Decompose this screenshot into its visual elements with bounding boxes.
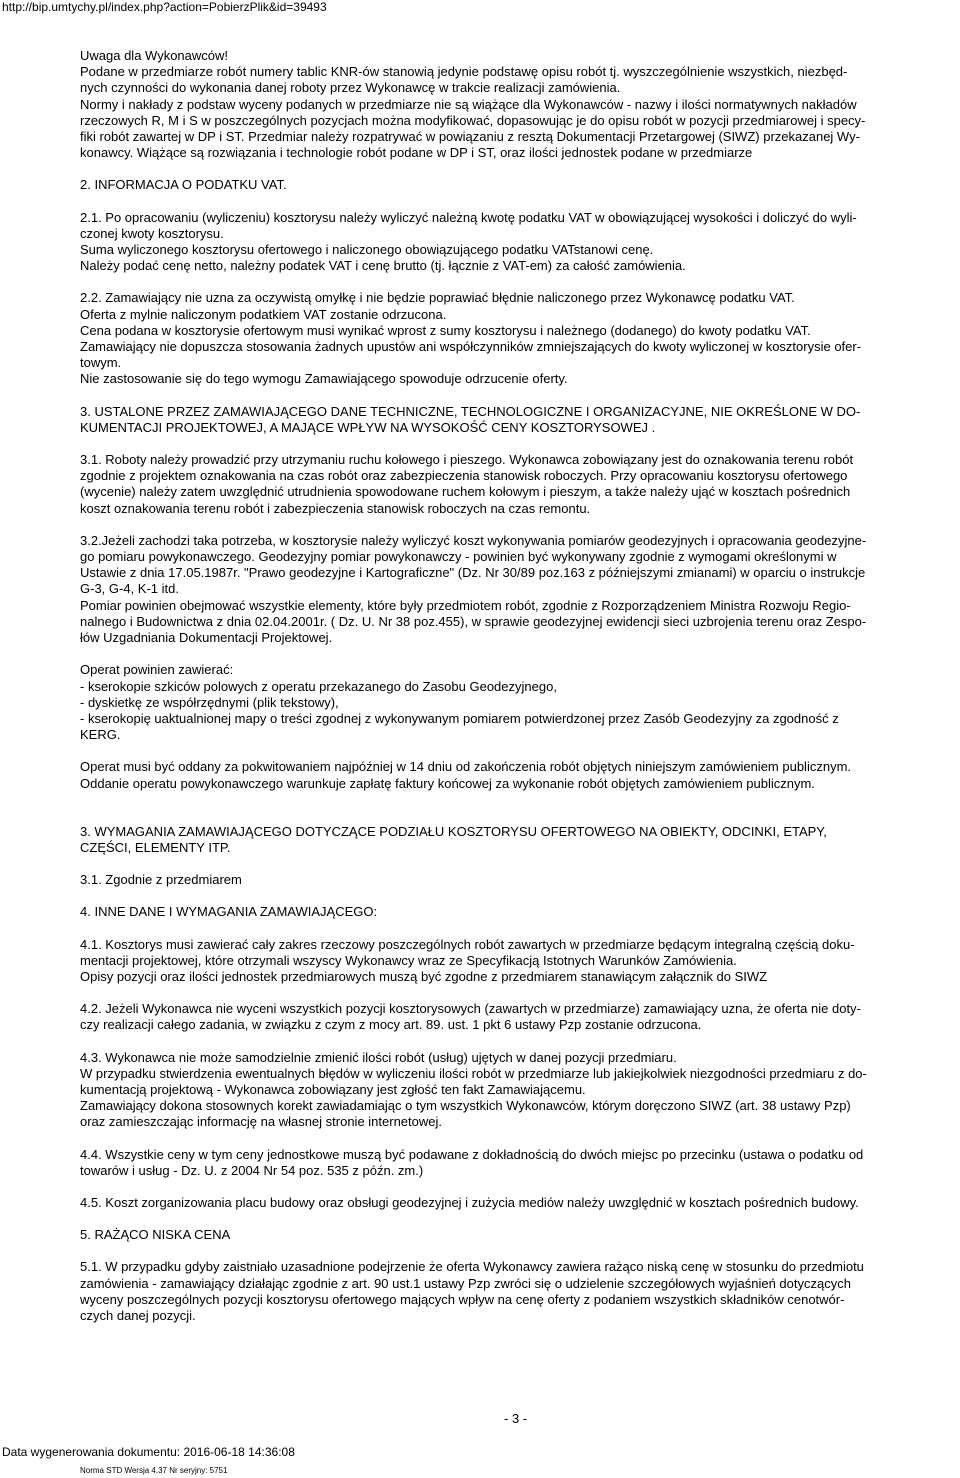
paragraph-gap bbox=[80, 921, 960, 937]
text-line: 4. INNE DANE I WYMAGANIA ZAMAWIAJĄCEGO: bbox=[80, 904, 378, 920]
text-line: 4.3. Wykonawca nie może samodzielnie zmienić ilości robót (usług) ujętych w danej pozycji przedmiaru. bbox=[80, 1049, 677, 1065]
paragraph bbox=[80, 1195, 960, 1211]
paragraph bbox=[80, 1147, 960, 1179]
paragraph-gap bbox=[80, 161, 960, 177]
paragraph bbox=[80, 404, 960, 436]
text-line: CZĘŚCI, ELEMENTY ITP. bbox=[80, 839, 231, 855]
text-line: Uwaga dla Wykonawców! bbox=[80, 48, 229, 63]
text-line: Pomiar powinien obejmować wszystkie elementy, które były przedmiotem robót, zgodnie z Rozporządzeniem Ministra Rozwoju Regio- bbox=[80, 597, 851, 613]
paragraph bbox=[80, 1227, 960, 1243]
paragraph bbox=[80, 452, 960, 517]
paragraph bbox=[80, 759, 960, 791]
text-line: Oferta z mylnie naliczonym podatkiem VAT zostanie odrzucona. bbox=[80, 306, 447, 322]
page-number: - 3 - bbox=[504, 1411, 528, 1426]
paragraph bbox=[80, 824, 960, 856]
text-line: zgodnie z projektem oznakowania na czas robót oraz zabezpieczenia stanowisk roboczych. Przy opracowaniu kosztorysu ofertowego bbox=[80, 468, 848, 484]
text-line: wyceny poszczególnych pozycji kosztorysu ofertowego mających wpływ na cenę oferty z podaniem wszystkich składników cenotwór- bbox=[80, 1291, 845, 1307]
text-line: łów Uzgadniania Dokumentacji Projektowej. bbox=[80, 630, 333, 646]
text-line: 4.5. Koszt zorganizowania placu budowy oraz obsługi geodezyjnej i zużycia mediów należy uwzględnić w kosztach pośrednich budowy. bbox=[80, 1194, 859, 1210]
paragraph bbox=[80, 177, 960, 193]
text-line: fiki robót zawartej w DP i ST. Przedmiar należy rozpatrywać w powiązaniu z resztą Dokumentacji Przetargowej (SIWZ) przekazanej Wy- bbox=[80, 129, 860, 145]
paragraph-gap bbox=[80, 1243, 960, 1259]
paragraph-gap bbox=[80, 1131, 960, 1147]
text-line: towym. bbox=[80, 355, 122, 371]
document-body bbox=[80, 48, 960, 1324]
paragraph bbox=[80, 210, 960, 275]
software-version: Norma STD Wersja 4.37 Nr seryjny: 5751 bbox=[80, 1466, 228, 1475]
text-line: Należy podać cenę netto, należny podatek VAT i cenę brutto (tj. łącznie z VAT-em) za całość zamówienia. bbox=[80, 258, 686, 274]
paragraph bbox=[80, 48, 960, 161]
text-line: 3.2.Jeżeli zachodzi taka potrzeba, w kosztorysie należy wyliczyć koszt wykonywania pomiarów geodezyjnych i opracowania geodezyjne- bbox=[80, 532, 867, 548]
paragraph bbox=[80, 290, 960, 387]
text-line: czonej kwoty kosztorysu. bbox=[80, 225, 224, 241]
paragraph bbox=[80, 872, 960, 888]
text-line: kumentacją projektową - Wykonawca zobowiązany jest zgłość ten fakt Zamawiającemu. bbox=[80, 1081, 586, 1097]
text-line: KUMENTACJI PROJEKTOWEJ, A MAJĄCE WPŁYW NA WYSOKOŚĆ CENY KOSZTORYSOWEJ . bbox=[80, 419, 656, 435]
paragraph bbox=[80, 533, 960, 646]
text-line: Oddanie operatu powykonawczego warunkuje zapłatę faktury końcowej za wykonanie robót objętych zamówieniem publicznym. bbox=[80, 775, 815, 791]
paragraph-gap bbox=[80, 517, 960, 533]
paragraph bbox=[80, 662, 960, 743]
paragraph bbox=[80, 904, 960, 920]
text-line: 3. WYMAGANIA ZAMAWIAJĄCEGO DOTYCZĄCE PODZIAŁU KOSZTORYSU OFERTOWEGO NA OBIEKTY, ODCINKI, ETAPY, bbox=[80, 823, 827, 839]
text-line: nalnego i Budownictwa z dnia 02.04.2001r. ( Dz. U. Nr 38 poz.455), w sprawie geodezyjnej ewidencji sieci uzbrojenia terenu oraz Zespo- bbox=[80, 613, 867, 629]
paragraph-gap bbox=[80, 888, 960, 904]
text-line: 2.2. Zamawiający nie uzna za oczywistą omyłkę i nie będzie poprawiać błędnie naliczonego przez Wykonawcę podatku VAT. bbox=[80, 290, 795, 306]
text-line: mentacji projektowej, które otrzymali wszyscy Wykonawcy wraz ze Specyfikacją Istotnych Warunków Zamówienia. bbox=[80, 952, 737, 968]
text-line: 4.1. Kosztorys musi zawierać cały zakres rzeczowy poszczególnych robót zawartych w przedmiarze będącym integralną częścią doku- bbox=[80, 936, 855, 952]
text-line: Podane w przedmiarze robót numery tablic KNR-ów stanowią jedynie podstawę opisu robót tj. wyszczególnienie wszystkich, niezbęd- bbox=[80, 64, 848, 80]
paragraph bbox=[80, 1001, 960, 1033]
paragraph-gap bbox=[80, 274, 960, 290]
text-line: czy realizacji całego zadania, w związku z czym z mocy art. 89. ust. 1 pkt 6 ustawy Pzp zostanie odrzucona. bbox=[80, 1017, 702, 1033]
text-line: 4.4. Wszystkie ceny w tym ceny jednostkowe muszą być podawane z dokładnością do dwóch miejsc po przecinku (ustawa o podatku od bbox=[80, 1146, 864, 1162]
text-line: Cena podana w kosztorysie ofertowym musi wynikać wprost z sumy kosztorysu i należnego (dodanego) do kwoty podatku VAT. bbox=[80, 322, 811, 338]
text-line: Zamawiający nie dopuszcza stosowania żadnych upustów ani współczynników zmniejszających do kwoty wyliczonej w kosztorysie ofer- bbox=[80, 339, 862, 355]
text-line: koszt oznakowania terenu robót i zabezpieczenia stanowisk roboczych na czas remontu. bbox=[80, 500, 591, 516]
text-line: (wycenie) należy zatem uwzględnić utrudnienia spowodowane ruchem kołowym i pieszym, a także należy ująć w kosztach pośrednich bbox=[80, 484, 851, 500]
text-line: rzeczowych R, M i S w poszczególnych pozycjach można modyfikować, dopasowując je do opisu robót w pozycji przedmiarowej i specy- bbox=[80, 112, 866, 128]
text-line: Suma wyliczonego kosztorysu ofertowego i naliczonego obowiązującego podatku VATstanowi cenę. bbox=[80, 242, 654, 258]
paragraph-gap bbox=[80, 743, 960, 759]
paragraph bbox=[80, 1259, 960, 1324]
text-line: towarów i usług - Dz. U. z 2004 Nr 54 poz. 535 z późn. zm.) bbox=[80, 1162, 424, 1178]
text-line: oraz zamieszczając informację na własnej stronie internetowej. bbox=[80, 1114, 442, 1130]
section-spacer bbox=[80, 792, 960, 808]
paragraph-gap bbox=[80, 1034, 960, 1050]
text-line: nych czynności do wykonania danej roboty przez Wykonawcę w trakcie realizacji zamówienia. bbox=[80, 80, 621, 96]
text-line: konawcy. Wiążące są rozwiązania i technologie robót podane w DP i ST, oraz ilości jednostek podane w przedmiarze bbox=[80, 145, 753, 161]
text-line: 5.1. W przypadku gdyby zaistniało uzasadnione podejrzenie że oferta Wykonawcy zawiera rażąco niską cenę w stosunku do przedmiotu bbox=[80, 1259, 864, 1275]
paragraph-gap bbox=[80, 808, 960, 824]
text-line: Nie zastosowanie się do tego wymogu Zamawiającego spowoduje odrzucenie oferty. bbox=[80, 371, 568, 387]
paragraph bbox=[80, 937, 960, 986]
text-line: G-3, G-4, K-1 itd. bbox=[80, 581, 179, 597]
text-line: Operat powinien zawierać: bbox=[80, 662, 234, 678]
text-line: go pomiaru powykonawczego. Geodezyjny pomiar powykonawczy - powinien być wykonywany zgodnie z wymogami określonymi w bbox=[80, 549, 837, 565]
text-line: 3.1. Roboty należy prowadzić przy utrzymaniu ruchu kołowego i pieszego. Wykonawca zobowiązany jest do oznakowania terenu robót bbox=[80, 452, 854, 468]
text-line: Zamawiający dokona stosownych korekt zawiadamiając o tym wszystkich Wykonawców, którym doręczono SIWZ (art. 38 ustawy Pzp) bbox=[80, 1098, 851, 1114]
paragraph-gap bbox=[80, 388, 960, 404]
text-line: - kserokopie szkiców polowych z operatu przekazanego do Zasobu Geodezyjnego, bbox=[80, 678, 557, 694]
paragraph-gap bbox=[80, 436, 960, 452]
page-url: http://bip.umtychy.pl/index.php?action=PobierzPlik&id=39493 bbox=[2, 0, 327, 14]
text-line: 4.2. Jeżeli Wykonawca nie wyceni wszystkich pozycji kosztorysowych (zawartych w przedmiarze) zamawiający uzna, że oferta nie doty- bbox=[80, 1001, 861, 1017]
text-line: 5. RAŻĄCO NISKA CENA bbox=[80, 1227, 231, 1243]
paragraph-gap bbox=[80, 194, 960, 210]
paragraph-gap bbox=[80, 1211, 960, 1227]
paragraph-gap bbox=[80, 646, 960, 662]
paragraph-gap bbox=[80, 1179, 960, 1195]
text-line: - kserokopię uaktualnionej mapy o treści zgodnej z wykonywanym pomiarem potwierdzonej przez Zasób Geodezyjny za zgodność z bbox=[80, 710, 839, 726]
text-line: W przypadku stwierdzenia ewentualnych błędów w wyliczeniu ilości robót w przedmiarze lub jakiejkolwiek niezgodności przedmiaru z do- bbox=[80, 1065, 867, 1081]
text-line: KERG. bbox=[80, 727, 121, 743]
text-line: - dyskietkę ze współrzędnymi (plik tekstowy), bbox=[80, 694, 339, 710]
paragraph-gap bbox=[80, 985, 960, 1001]
text-line: 2. INFORMACJA O PODATKU VAT. bbox=[80, 177, 287, 193]
text-line: 3.1. Zgodnie z przedmiarem bbox=[80, 872, 242, 888]
paragraph bbox=[80, 1050, 960, 1131]
text-line: czych danej pozycji. bbox=[80, 1307, 196, 1323]
text-line: 3. USTALONE PRZEZ ZAMAWIAJĄCEGO DANE TECHNICZNE, TECHNOLOGICZNE I ORGANIZACYJNE, NIE OKREŚLONE W DO- bbox=[80, 403, 861, 419]
text-line: 2.1. Po opracowaniu (wyliczeniu) kosztorysu należy wyliczyć należną kwotę podatku VAT w obowiązującej wysokości i doliczyć do wyli- bbox=[80, 209, 857, 225]
generation-date: Data wygenerowania dokumentu: 2016-06-18 14:36:08 bbox=[2, 1445, 295, 1459]
text-line: zamówienia - zamawiający działając zgodnie z art. 90 ust.1 ustawy Pzp zwróci się o udzielenie szczegółowych wyjaśnień dotyczących bbox=[80, 1275, 851, 1291]
text-line: Ustawie z dnia 17.05.1987r. "Prawo geodezyjne i Kartograficzne" (Dz. Nr 30/89 poz.163 z późniejszymi zmianami) w oparciu o instrukcje bbox=[80, 565, 866, 581]
text-line: Opisy pozycji oraz ilości jednostek przedmiarowych muszą być zgodne z przedmiarem stanawiącym załącznik do SIWZ bbox=[80, 968, 768, 984]
text-line: Normy i nakłady z podstaw wyceny podanych w przedmiarze nie są wiążące dla Wykonawców - nazwy i ilości normatywnych nakładów bbox=[80, 96, 857, 112]
text-line: Operat musi być oddany za pokwitowaniem najpóźniej w 14 dniu od zakończenia robót objętych niniejszym zamówieniem publicznym. bbox=[80, 759, 852, 775]
paragraph-gap bbox=[80, 856, 960, 872]
